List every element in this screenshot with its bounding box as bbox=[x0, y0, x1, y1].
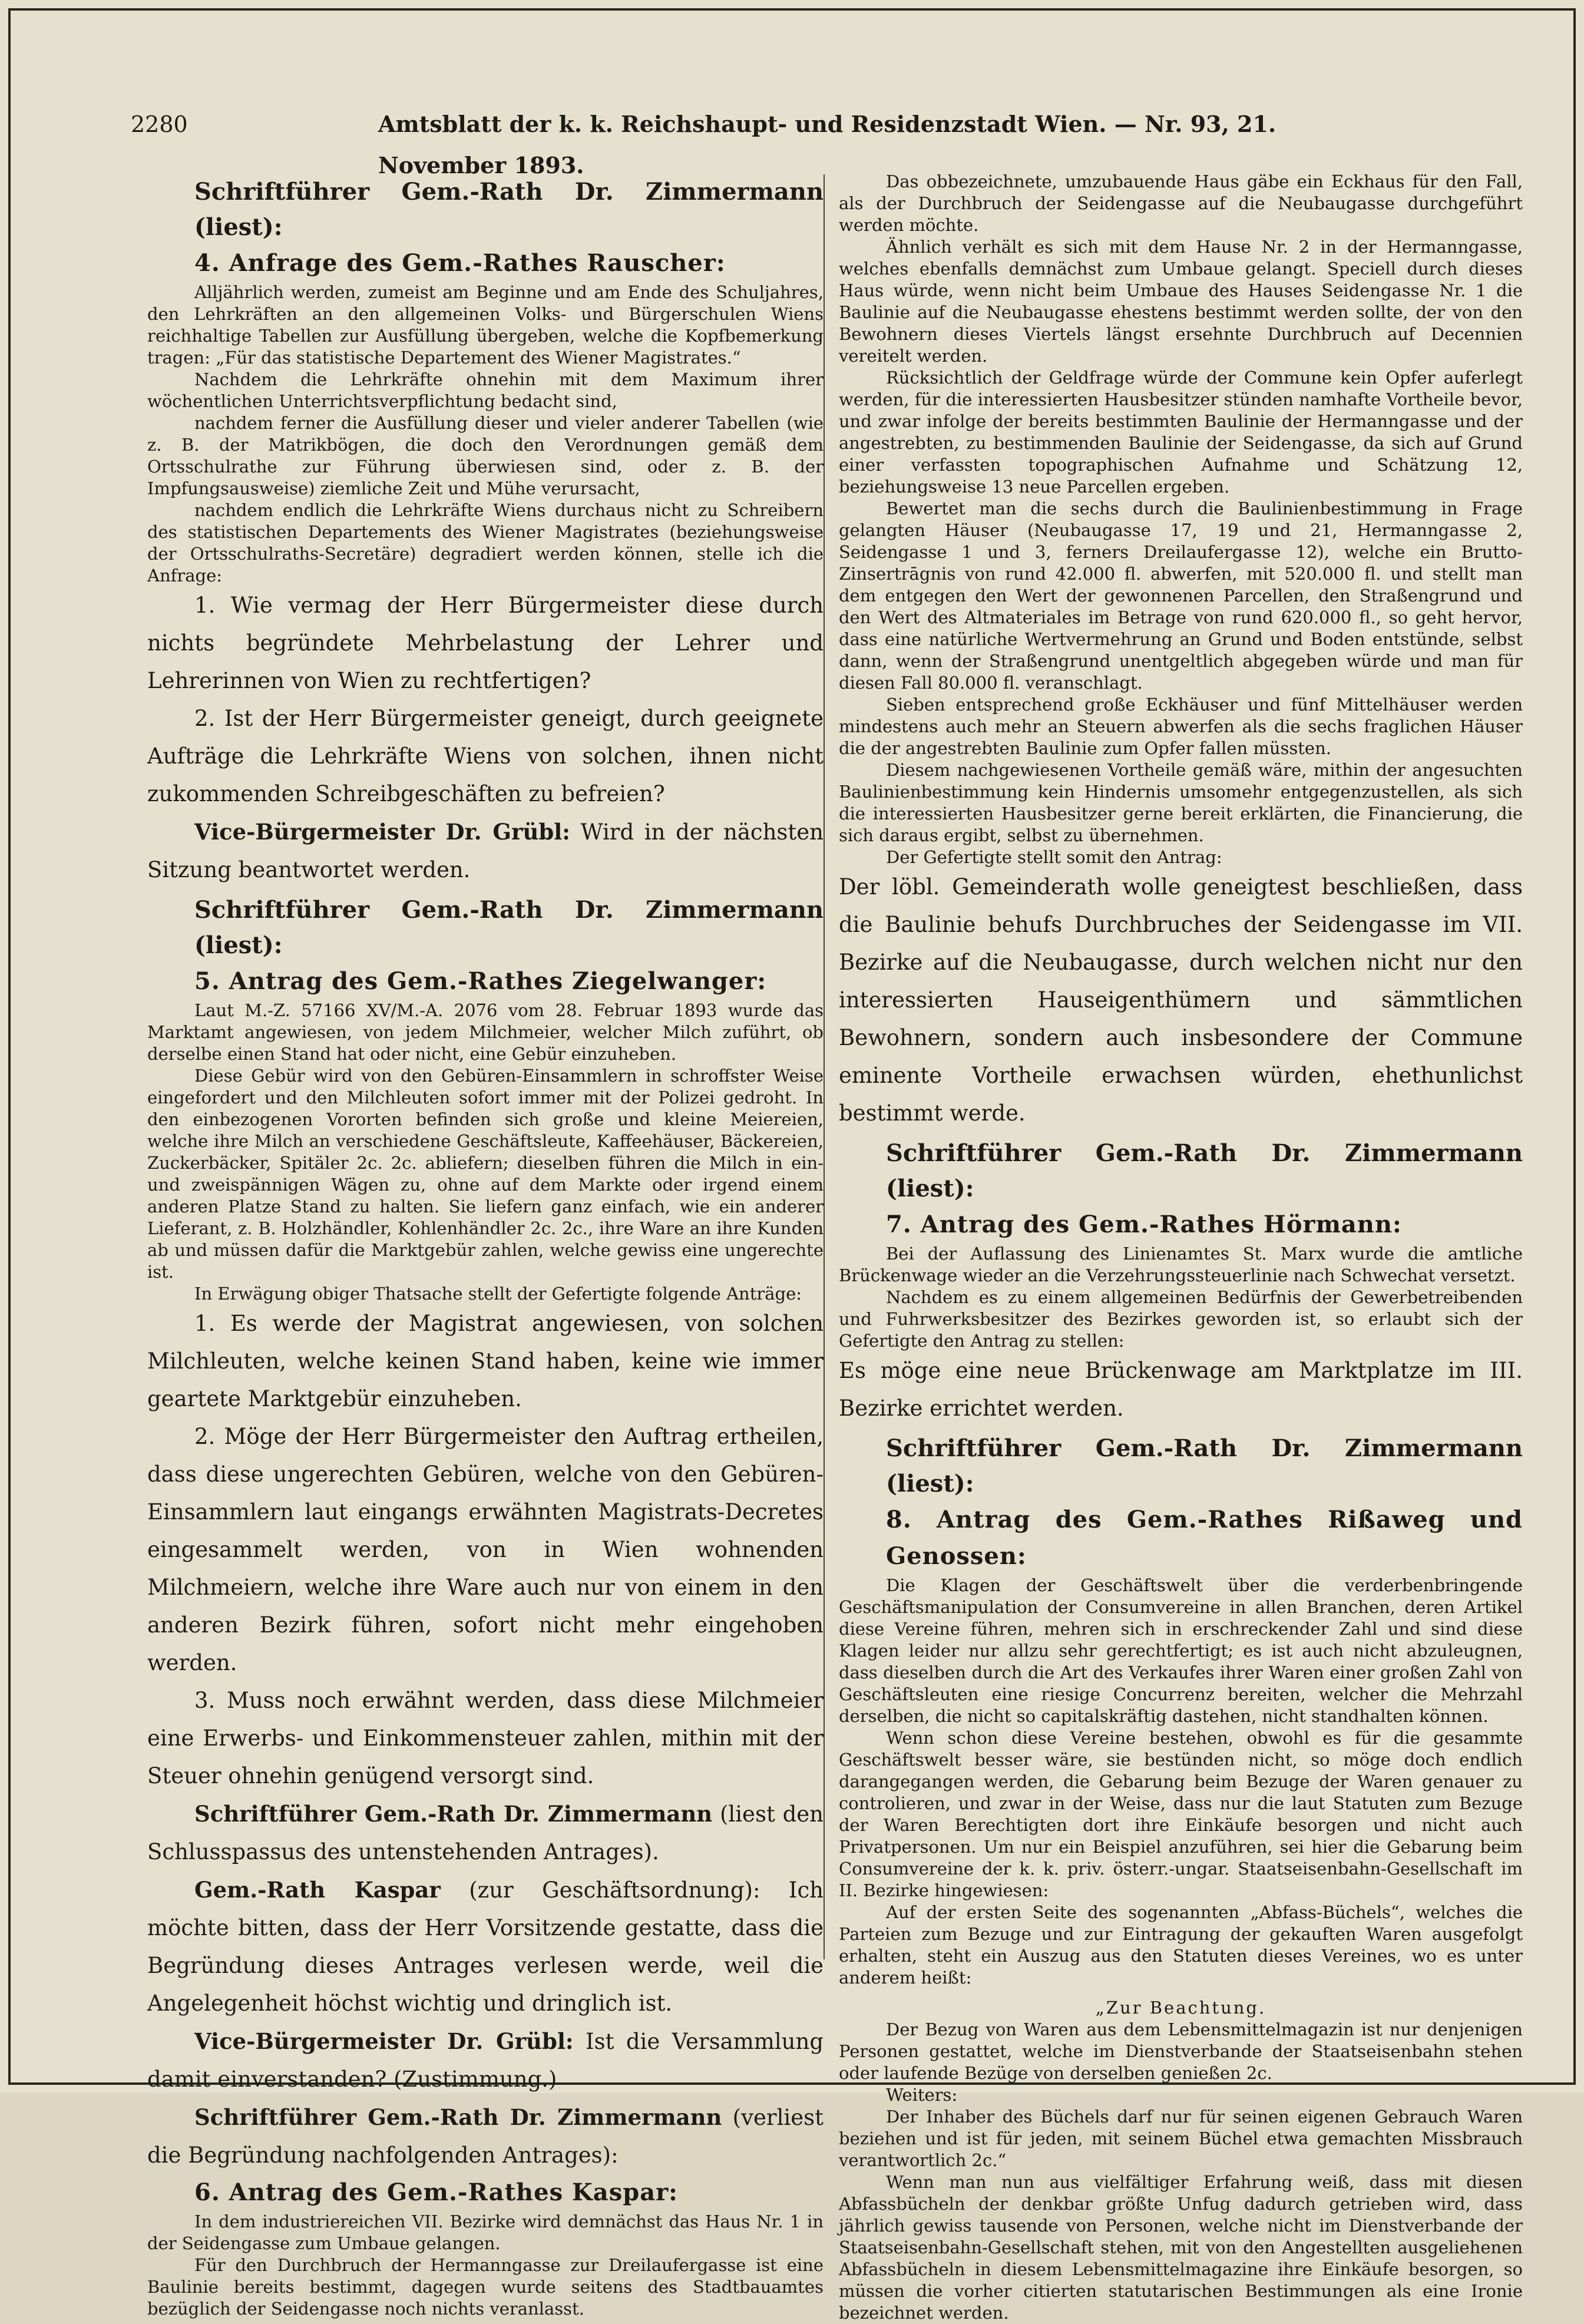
paragraph: Rücksichtlich der Geldfrage würde der Commune kein Opfer auferlegt werden, für die interessierten Hausbesitzer stünden namhafte Vortheile bevor, und zwar infolge der bereits bestimmten Baulinie der Hermanngasse und der angestrebten, zu bestimmenden Baulinie der Seidengasse, da sich auf Grund einer verfassten topographischen Aufnahme und Schätzung 12, beziehungsweise 13 neue Parcellen ergeben. bbox=[839, 368, 1523, 497]
speech bbox=[147, 1795, 824, 1871]
speech-text: (liest den Schlusspassus des untenstehenden Antrages). bbox=[147, 1801, 824, 1865]
paragraph: Nachdem es zu einem allgemeinen Bedürfnis der Gewerbetreibenden und Fuhrwerksbesitzer des Bezirkes geworden ist, so erlaubt sich der Gefertigte den Antrag zu stellen: bbox=[839, 1287, 1523, 1351]
speech bbox=[147, 813, 824, 889]
motion-text: Der löbl. Gemeinderath wolle geneigtest beschließen, dass die Baulinie behufs Durchbruches der Seidengasse im VII. Bezirke auf die Neubaugasse, durch welchen nicht nur den interessierten Hauseigenthümern und sämmtlichen Bewohnern, sondern auch insbesondere der Commune eminente Vortheile erwachsen würden, ehethunlichst bestimmt werde. bbox=[839, 874, 1523, 1126]
running-title: Amtsblatt der k. k. Reichshaupt- und Residenzstadt Wien. — Nr. 93, 21. November 1893. bbox=[378, 111, 1277, 178]
paragraph: Ähnlich verhält es sich mit dem Hause Nr. 2 in der Hermanngasse, welches ebenfalls demnächst zum Umbaue gelangt. Speciell durch dieses Haus würde, wenn nicht beim Umbaue des Hauses Seidengasse Nr. 1 die Baulinie auf die Neubaugasse ehestens bestimmt werden sollte, der von den Bewohnern dieses Viertels längst ersehnte Durchbruch auf Decennien vereitelt werden. bbox=[839, 237, 1523, 366]
page-number: 2280 bbox=[131, 111, 188, 137]
speech-text: Ist die Versammlung damit einverstanden? (Zustimmung.) bbox=[147, 2029, 824, 2092]
paragraph: Alljährlich werden, zumeist am Beginne und am Ende des Schuljahres, den Lehrkräften an den allgemeinen Volks- und Bürgerschulen Wiens reichhaltige Tabellen zur Ausfüllung übergeben, welche die Kopfbemerkung tragen: „Für das statistische Departement des Wiener Magistrates.“ bbox=[147, 282, 824, 368]
question: 1. Wie vermag der Herr Bürgermeister diese durch nichts begründete Mehrbelastung der Lehrer und Lehrerinnen von Wien zu rechtfertigen? bbox=[147, 593, 824, 693]
speaker-name: Gem.-Rath Kaspar bbox=[194, 1877, 441, 1903]
paragraph: Für den Durchbruch der Hermanngasse zur Dreilaufergasse ist eine Baulinie bereits bestimmt, dagegen wurde seitens des Stadtbauamtes bezüglich der Seidengasse noch nichts veranlasst. bbox=[147, 2255, 824, 2319]
right-column bbox=[824, 171, 1523, 2323]
motion: 1. Es werde der Magistrat angewiesen, von solchen Milchleuten, welche keinen Stand haben, keine wie immer geartete Marktgebür einzuheben. bbox=[147, 1311, 824, 1411]
paragraph: Der Gefertigte stellt somit den Antrag: bbox=[886, 847, 1222, 867]
motion: 2. Möge der Herr Bürgermeister den Auftrag ertheilen, dass diese ungerechten Gebüren, welche von den Gebüren-Einsammlern laut eingangs erwähnten Magistrats-Decretes eingesammelt werden, von in Wien wohnenden Milchmeiern, welche ihre Ware auch nur von einem in den anderen Bezirk führen, sofort nicht mehr eingehoben werden. bbox=[147, 1424, 824, 1675]
quote-heading: „Zur Beachtung. bbox=[1095, 1998, 1266, 2018]
speech-text: (verliest die Begründung nachfolgenden Antrages): bbox=[147, 2105, 824, 2168]
paragraph: Der Inhaber des Büchels darf nur für seinen eigenen Gebrauch Waren beziehen und ist für jeden, mit seinem Büchel etwa gemachten Missbrauch verantwortlich 2c.“ bbox=[839, 2107, 1523, 2170]
item-heading: 7. Antrag des Gem.-Rathes Hörmann: bbox=[886, 1211, 1402, 1238]
speaker-name: Schriftführer Gem.-Rath Dr. Zimmermann bbox=[194, 2104, 722, 2130]
speaker-line: Schriftführer Gem.-Rath Dr. Zimmermann (liest): bbox=[886, 1139, 1523, 1202]
paragraph: In Erwägung obiger Thatsache stellt der Gefertigte folgende Anträge: bbox=[194, 1284, 802, 1304]
speech-text: Wird in der nächsten Sitzung beantwortet werden. bbox=[147, 819, 824, 882]
paragraph: nachdem endlich die Lehrkräfte Wiens durchaus nicht zu Schreibern des statistischen Departements des Wiener Magistrates (beziehungsweise der Ortsschulraths-Secretäre) degradiert werden können, stelle ich die Anfrage: bbox=[147, 500, 824, 586]
question: 2. Ist der Herr Bürgermeister geneigt, durch geeignete Aufträge die Lehrkräfte Wiens von solchen, ihnen nicht zukommenden Schreibgeschäften zu befreien? bbox=[147, 706, 824, 806]
paragraph: In dem industriereichen VII. Bezirke wird demnächst das Haus Nr. 1 in der Seidengasse zum Umbaue gelangen. bbox=[147, 2211, 824, 2253]
paragraph: Laut M.-Z. 57166 XV/M.-A. 2076 vom 28. Februar 1893 wurde das Marktamt angewiesen, von jedem Milchmeier, welcher Milch zuführt, ob derselbe einen Stand hat oder nicht, eine Gebür einzuheben. bbox=[147, 1000, 824, 1064]
speaker-line: Schriftführer Gem.-Rath Dr. Zimmermann (liest): bbox=[194, 178, 824, 241]
paragraph: Bewertet man die sechs durch die Baulinienbestimmung in Frage gelangten Häuser (Neubaugasse 17, 19 und 21, Hermanngasse 2, Seidengasse 1 und 3, ferners Dreilaufergasse 12), welche ein Brutto-Zinsertrāgnis von rund 42.000 fl. abwerfen, mit 520.000 fl. und stellt man dem entgegen den Wert der gewonnenen Parcellen, den Straßengrund und den Wert des Altmateriales im Betrage von rund 620.000 fl., so geht hervor, dass eine natürliche Wertvermehrung an Grund und Boden entstünde, selbst dann, wenn der Straßengrund unentgeltlich abgegeben würde und man für diesen Fall 80.000 fl. veranschlagt. bbox=[839, 498, 1523, 693]
paragraph: nachdem ferner die Ausfüllung dieser und vieler anderer Tabellen (wie z. B. der Matrikbögen, die doch den Verordnungen gemäß dem Ortsschulrathe zur Führung überwiesen sind, oder z. B. der Impfungsausweise) ziemliche Zeit und Mühe verursacht, bbox=[147, 413, 824, 498]
page-header bbox=[131, 104, 1315, 178]
paragraph: Sieben entsprechend große Eckhäuser und fünf Mittelhäuser werden mindestens auch mehr an Steuern abwerfen als die sechs fraglichen Häuser die der angestrebten Baulinie zum Opfer fallen müssten. bbox=[839, 695, 1523, 758]
item-heading: 4. Anfrage des Gem.-Rathes Rauscher: bbox=[194, 249, 726, 277]
speech bbox=[147, 2022, 824, 2098]
paragraph: Der Bezug von Waren aus dem Lebensmittelmagazin ist nur denjenigen Personen gestattet, welche im Dienstverbande der Staatseisenbahn stehen oder laufende Bezüge von derselben genießen 2c. bbox=[839, 2019, 1523, 2083]
left-column bbox=[147, 171, 824, 2319]
paragraph: Das obbezeichnete, umzubauende Haus gäbe ein Eckhaus für den Fall, als der Durchbruch der Seidengasse auf die Neubaugasse durchgeführt werden möchte. bbox=[839, 171, 1523, 235]
paragraph: Diesem nachgewiesenen Vortheile gemäß wäre, mithin der angesuchten Baulinienbestimmung kein Hindernis umsomehr entgegenzustellen, als sich die interessierten Hausbesitzer gerne bereit erklärten, die Financierung, die sich daraus ergibt, selbst zu übernehmen. bbox=[839, 760, 1523, 845]
paragraph: Die Klagen der Geschäftswelt über die verderbenbringende Geschäftsmanipulation der Consumvereine in allen Branchen, deren Artikel diese Vereine führen, mehren sich in erschreckender Zahl und sind diese Klagen leider nur allzu sehr gerechtfertigt; es ist auch nicht abzuleugnen, dass dieselben durch die Art des Verkaufes ihrer Waren einer großen Zahl von Geschäftsleuten eine riesige Concurrenz bereiten, welcher die Mehrzahl derselben, die nicht so capitalskräftig dastehen, nicht standhalten können. bbox=[839, 1575, 1523, 1726]
item-heading: 6. Antrag des Gem.-Rathes Kaspar: bbox=[194, 2178, 678, 2206]
motion: 3. Muss noch erwähnt werden, dass diese Milchmeier eine Erwerbs- und Einkommensteuer zahlen, mithin mit der Steuer ohnehin genügend versorgt sind. bbox=[147, 1688, 824, 1789]
paragraph: Bei der Auflassung des Linienamtes St. Marx wurde die amtliche Brückenwage wieder an die Verzehrungssteuerlinie nach Schwechat versetzt. bbox=[839, 1244, 1523, 1285]
paragraph: Wenn schon diese Vereine bestehen, obwohl es für die gesammte Geschäftswelt besser wäre, sie bestünden nicht, so möge doch endlich darangegangen werden, die Gebarung beim Bezuge der Waren genauer zu controlieren, und zwar in der Weise, dass nur die laut Statuten zum Bezuge der Waren Berechtigten dort ihre Einkäufe besorgen und nicht auch Privatpersonen. Um nur ein Beispiel anzuführen, sei hier die Gebarung beim Consumvereine der k. k. priv. österr.-ungar. Staatseisenbahn-Gesellschaft im II. Bezirke hingewiesen: bbox=[839, 1728, 1523, 1900]
paragraph: Auf der ersten Seite des sogenannten „Abfass-Büchels“, welches die Parteien zum Bezuge und zur Eintragung der gekauften Waren ausgefolgt erhalten, steht ein Auszug aus den Statuten dieses Vereines, wo es unter anderem heißt: bbox=[839, 1902, 1523, 1988]
speaker-line: Schriftführer Gem.-Rath Dr. Zimmermann (liest): bbox=[886, 1434, 1523, 1497]
speech-text: (zur Geschäftsordnung): Ich möchte bitten, dass der Herr Vorsitzende gestatte, dass die Begründung dieses Antrages verlesen werde, weil die Angelegenheit höchst wichtig und dringlich ist. bbox=[147, 1877, 824, 2016]
paragraph: Nachdem die Lehrkräfte ohnehin mit dem Maximum ihrer wöchentlichen Unterrichtsverpflichtung bedacht sind, bbox=[147, 369, 824, 411]
speaker-name: Vice-Bürgermeister Dr. Grübl: bbox=[194, 819, 570, 845]
paragraph: Weiters: bbox=[886, 2085, 958, 2105]
speech bbox=[147, 2098, 824, 2174]
paragraph: Diese Gebür wird von den Gebüren-Einsammlern in schroffster Weise eingefordert und den Milchleuten sofort immer mit der Polizei gedroht. In den einbezogenen Vororten befinden sich große und kleine Meiereien, welche ihre Milch an verschiedene Geschäftsleute, Kaffeehäuser, Bäckereien, Zuckerbäcker, Spitäler 2c. 2c. abliefern; dieselben führen die Milch in ein- und zweispännigen Wägen zu, ohne auf dem Markte oder irgend einem anderen Platze Stand zu halten. Sie liefern ganz einfach, wie ein anderer Lieferant, z. B. Holzhändler, Kohlenhändler 2c. 2c., ihre Ware an ihre Kunden ab und müssen dafür die Marktgebür zahlen, welche gewiss eine ungerechte ist. bbox=[147, 1066, 824, 1282]
speaker-line: Schriftführer Gem.-Rath Dr. Zimmermann (liest): bbox=[194, 896, 824, 959]
speech bbox=[147, 1871, 824, 2022]
speaker-name: Vice-Bürgermeister Dr. Grübl: bbox=[194, 2028, 574, 2054]
paragraph: Wenn man nun aus vielfältiger Erfahrung weiß, dass mit diesen Abfassbücheln der denkbar größte Unfug dadurch getrieben wird, dass jährlich gewiss tausende von Personen, welche nicht im Dienstverbande der Staatseisenbahn-Gesellschaft stehen, mit von den Angestellten ausgeliehenen Abfassbücheln in diesem Lebensmittelmagazine ihre Einkäufe besorgen, so müssen die vorher citierten statutarischen Bestimmungen als eine Ironie bezeichnet werden. bbox=[839, 2172, 1523, 2323]
speaker-name: Schriftführer Gem.-Rath Dr. Zimmermann bbox=[194, 1801, 713, 1827]
item-heading: 5. Antrag des Gem.-Rathes Ziegelwanger: bbox=[194, 967, 767, 995]
item-heading: 8. Antrag des Gem.-Rathes Rißaweg und Genossen: bbox=[886, 1506, 1523, 1570]
motion-text: Es möge eine neue Brückenwage am Marktplatze im III. Bezirke errichtet werden. bbox=[839, 1358, 1523, 1421]
